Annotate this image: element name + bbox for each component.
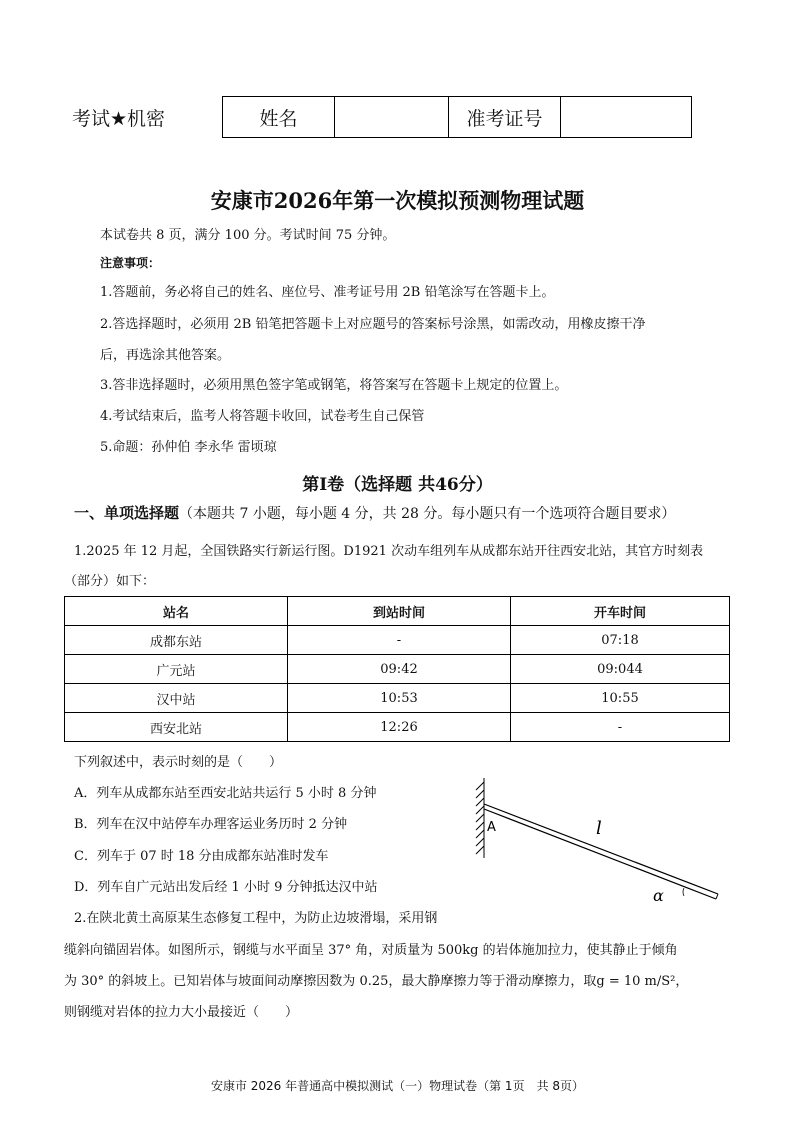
table-cell: 09:42	[288, 655, 511, 684]
notice-item: 后，再选涂其他答案。	[100, 348, 231, 363]
table-cell: 10:53	[288, 684, 511, 713]
table-row	[65, 713, 730, 742]
q2-stem-cont: 为 30° 的斜坡上。已知岩体与坡面间动摩擦因数为 0.25，最大静摩擦力等于滑动摩擦力，取g = 10 m/S²，	[64, 974, 689, 989]
name-label: 姓名	[223, 97, 335, 138]
part-one-heading	[74, 502, 675, 523]
option-c: C．列车于 07 时 18 分由成都东站准时发车	[74, 849, 329, 864]
table-cell: 西安北站	[65, 713, 288, 742]
exam-id-label: 准考证号	[449, 97, 561, 138]
part-one-label: 一、单项选择题	[74, 504, 180, 522]
notice-item: 4.考试结束后，监考人将答题卡收回，试卷考生自己保管	[100, 409, 425, 424]
table-cell: 汉中站	[65, 684, 288, 713]
table-row	[65, 626, 730, 655]
confidential-label: 考试★机密	[72, 108, 166, 130]
table-row	[65, 684, 730, 713]
q1-stem: 1.2025 年 12 月起，全国铁路实行新运行图。D1921 次动车组列车从成都东站开往西安北站，其官方时刻表	[74, 544, 704, 559]
notice-item: 1.答题前，务必将自己的姓名、座位号、准考证号用 2B 铅笔涂写在答题卡上。	[100, 285, 555, 300]
table-cell: 07:18	[511, 626, 730, 655]
q1-question: 下列叙述中，表示时刻的是（ ）	[74, 755, 283, 770]
exam-id-field[interactable]	[561, 97, 692, 138]
candidate-info-table	[222, 96, 692, 138]
angle-label: α	[653, 886, 664, 905]
column-header: 到站时间	[288, 597, 511, 626]
table-cell: 成都东站	[65, 626, 288, 655]
table-cell: -	[511, 713, 730, 742]
q1-stem-cont: （部分）如下：	[64, 574, 156, 589]
notice-item: 3.答非选择题时，必须用黑色签字笔或钢笔，将答案写在答题卡上规定的位置上。	[100, 378, 568, 393]
q2-stem-cont: 缆斜向锚固岩体。如图所示，钢缆与水平面呈 37° 角，对质量为 500kg 的岩体施加拉力，使其静止于倾角	[64, 943, 678, 958]
wall-hatching	[476, 778, 484, 858]
exam-intro: 本试卷共 8 页，满分 100 分。考试时间 75 分钟。	[100, 228, 396, 243]
angle-arc	[683, 888, 684, 896]
notice-heading: 注意事项：	[100, 256, 161, 270]
table-cell: 12:26	[288, 713, 511, 742]
table-cell: 10:55	[511, 684, 730, 713]
part-one-desc: （本题共 7 小题，每小题 4 分，共 28 分。每小题只有一个选项符合题目要求）	[179, 506, 676, 522]
exam-title: 安康市2026年第一次模拟预测物理试题	[210, 188, 585, 213]
length-label: l	[596, 818, 602, 839]
table-cell: -	[288, 626, 511, 655]
column-header: 开车时间	[511, 597, 730, 626]
table-cell: 09:044	[511, 655, 730, 684]
section-title: 第Ⅰ卷（选择题 共46分）	[302, 475, 493, 495]
page-footer: 安康市 2026 年普通高中模拟测试（一）物理试卷（第 1页 共 8页）	[210, 1079, 585, 1093]
train-timetable	[64, 596, 730, 742]
notice-item: 5.命题：孙仲伯 李永华 雷顷琼	[100, 440, 277, 455]
table-cell: 广元站	[65, 655, 288, 684]
notice-item: 2.答选择题时，必须用 2B 铅笔把答题卡上对应题号的答案标号涂黑，如需改动，用橡皮擦干净	[100, 317, 646, 332]
q2-stem-cont: 则钢缆对岩体的拉力大小最接近（ ）	[64, 1005, 299, 1020]
option-a: A．列车从成都东站至西安北站共运行 5 小时 8 分钟	[74, 786, 377, 801]
point-a-label: A	[487, 820, 496, 835]
table-header-row	[65, 597, 730, 626]
name-field[interactable]	[335, 97, 449, 138]
table-row	[65, 655, 730, 684]
incline-rod-figure	[470, 778, 726, 908]
q2-stem: 2.在陕北黄土高原某生态修复工程中，为防止边坡滑塌，采用钢	[74, 911, 438, 926]
column-header: 站名	[65, 597, 288, 626]
option-d: D．列车自广元站出发后经 1 小时 9 分钟抵达汉中站	[74, 880, 378, 895]
option-b: B．列车在汉中站停车办理客运业务历时 2 分钟	[74, 817, 348, 832]
